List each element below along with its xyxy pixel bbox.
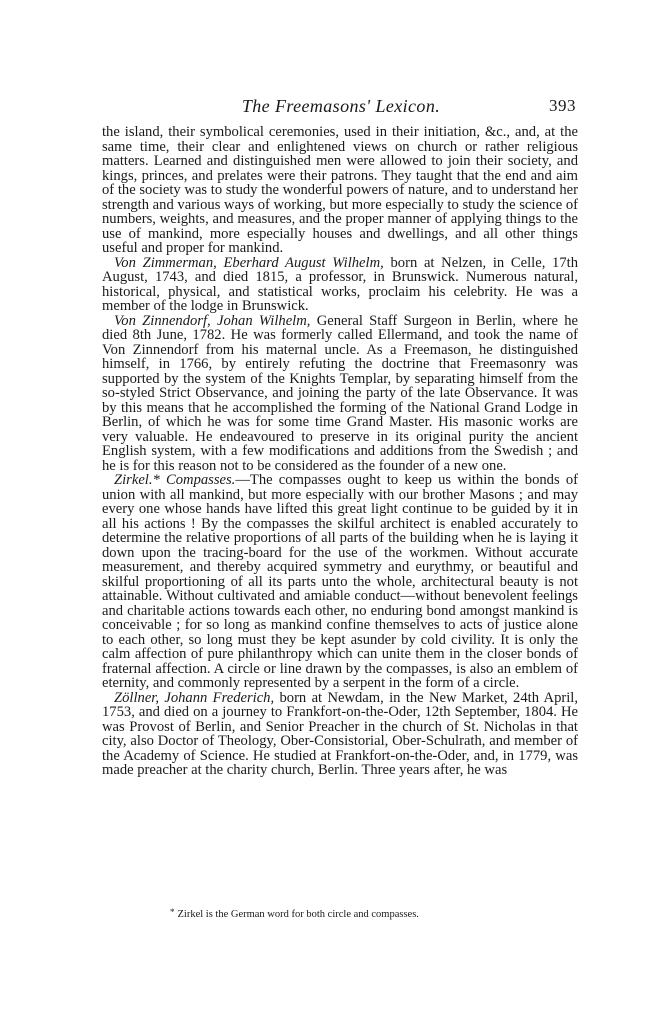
- entry-text: —The compasses ought to keep us within the bonds of union with all mankind, but more especially with our brother Masons ; and may every one whose hands have lifted this great light continue to be guided by it in all his actions ! By the compasses the skilful architect is enabled accurately to determine the relative proportions of all parts of the building when he is laying it down upon the tracing-board for the use of the workmen. Without accurate measurement, and thereby acquired symmetry and eurythmy, or beautiful and skilful proportioning of all its parts unto the whole, architectural beauty is not attainable. Without cultivated and amiable conduct—without benevolent feelings and charitable actions towards each other, no enduring bond amongst mankind is conceivable ; for so long as mankind confine themselves to acts of justice alone to each other, so long must they be kept asunder by cold civility. It is only the calm affection of pure philanthropy which can unite them in the closer bonds of fraternal affection. A circle or line drawn by the compasses, is also an emblem of eternity, and commonly represented by a serpent in the form of a circle.: [102, 472, 578, 691]
- entry-zirkel: [102, 473, 578, 691]
- running-title: The Freemasons' Lexicon.: [241, 96, 441, 116]
- paragraph-continued: [102, 125, 578, 256]
- entry-text: born at Newdam, in the New Market, 24th April, 1753, and died on a journey to Frankfort-on-the-Oder, 12th September, 1804. He was Provost of Berlin, and Senior Preacher in the church of St. Nicholas in that city, also Doctor of Theology, Ober-Consistorial, Ober-Schulrath, and member of the Academy of Science. He studied at Frankfort-on-the-Oder, and, in 1779, was made preacher at the charity church, Berlin. Three years after, he was: [102, 689, 578, 778]
- entry-headword: Zirkel.* Compasses.: [114, 472, 236, 488]
- running-head: [106, 96, 576, 120]
- entry-headword: Zöllner, Johann Frederich,: [114, 689, 275, 706]
- body-text: [102, 125, 578, 778]
- footnote-text: Zirkel is the German word for both circle and compasses.: [177, 909, 419, 920]
- entry-headword: Von Zimmerman, Eberhard August Wilhelm,: [114, 254, 384, 271]
- entry-zinnendorf: [102, 314, 578, 474]
- footnote-marker: *: [170, 907, 175, 917]
- page-number: 393: [549, 96, 576, 115]
- entry-zimmerman: [102, 256, 578, 314]
- footnote: [170, 906, 500, 921]
- entry-text: born at Nelzen, in Celle, 17th August, 1743, and died 1815, a professor, in Brunswick. Numerous natural, historical, physical, and statistical works, proclaim his celebrity. He was a member of the lodge in Brunswick.: [102, 254, 578, 314]
- paragraph-text: the island, their symbolical ceremonies, used in their initiation, &c., and, at the same time, their clear and enlightened views on church or rather religious matters. Learned and distinguished men were allowed to join their society, and kings, princes, and prelates were their patrons. They taught that the end and aim of the society was to study the wonderful powers of nature, and to understand her strength and various ways of working, but more especially to study the science of numbers, weights, and measures, and the proper manner of applying things to the use of mankind, more especially houses and dwellings, and all other things useful and proper for mankind.: [102, 124, 578, 256]
- entry-text: General Staff Surgeon in Berlin, where he died 8th June, 1782. He was formerly called Ellermand, and took the name of Von Zinnendorf from his maternal uncle. As a Freemason, he distinguished himself, in 1766, by entirely refuting the doctrine that Freemasonry was supported by the system of the Knights Templar, by separating himself from the so-styled Strict Observance, and joining the party of the late Observance. It was by this means that he accomplished the forming of the National Grand Lodge in Berlin, of which he was for some time Grand Master. His masonic works are very valuable. He endeavoured to preserve in its original purity the ancient English system, with a few modifications and additions from the Swedish ; and he is for this reason not to be considered as the founder of a new one.: [102, 312, 579, 474]
- entry-headword: Von Zinnendorf, Johan Wilhelm,: [114, 312, 311, 329]
- entry-zollner: [102, 691, 578, 778]
